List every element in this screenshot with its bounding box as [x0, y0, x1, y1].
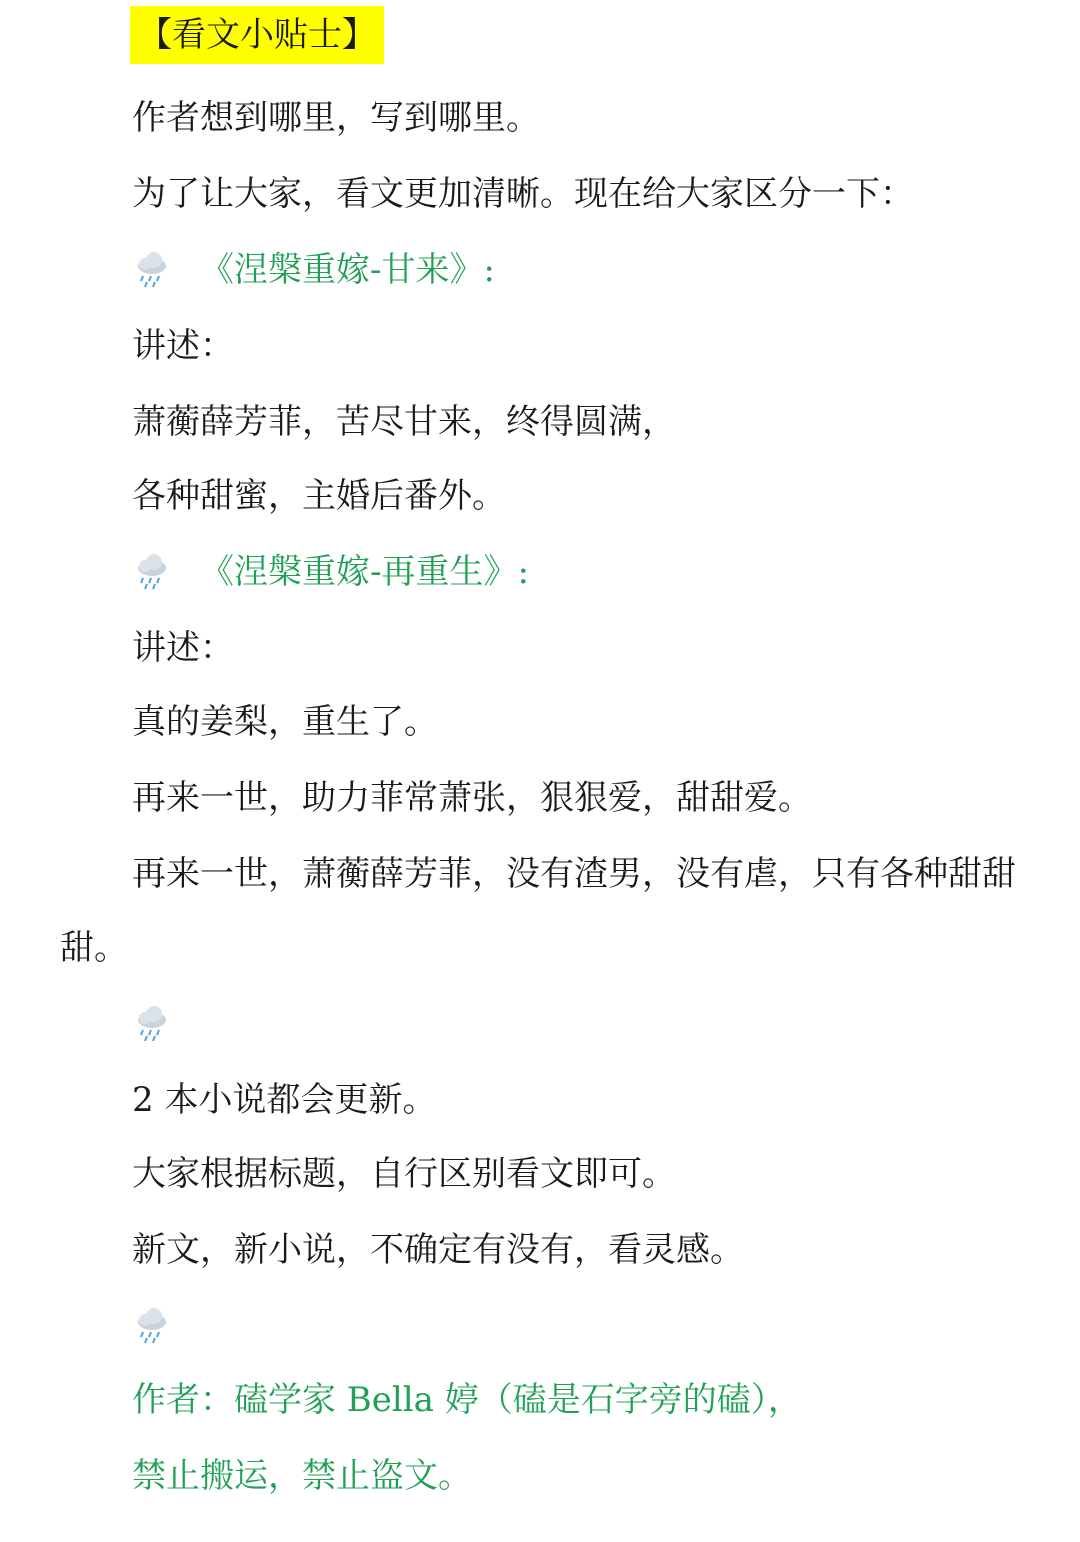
intro-line-1: 作者想到哪里，写到哪里。 — [132, 98, 540, 138]
rain-cloud-icon — [132, 552, 172, 592]
rain-cloud-icon — [132, 250, 172, 290]
section2-line-1: 真的姜梨，重生了。 — [132, 702, 438, 742]
section1-line-1: 萧蘅薛芳菲，苦尽甘来，终得圆满， — [132, 402, 676, 442]
section1-label: 讲述： — [132, 326, 234, 366]
section3-line-1: 2 本小说都会更新。 — [132, 1080, 437, 1120]
section1-title: 《涅槃重嫁-甘来》: — [200, 250, 495, 290]
section2-line-2: 再来一世，助力菲常萧张，狠狠爱，甜甜爱。 — [132, 778, 812, 818]
rain-cloud-icon — [132, 1004, 172, 1044]
section3-line-2: 大家根据标题，自行区别看文即可。 — [132, 1154, 676, 1194]
rain-cloud-icon — [132, 1306, 172, 1346]
footer-notice: 禁止搬运，禁止盗文。 — [132, 1456, 472, 1496]
footer-author: 作者：磕学家 Bella 婷（磕是石字旁的磕）， — [132, 1380, 802, 1420]
section2-label: 讲述： — [132, 628, 234, 668]
section2-title: 《涅槃重嫁-再重生》: — [200, 552, 529, 592]
section2-line-3: 再来一世，萧蘅薛芳菲，没有渣男，没有虐，只有各种甜甜 — [132, 854, 1016, 894]
intro-line-2: 为了让大家，看文更加清晰。现在给大家区分一下： — [132, 174, 914, 214]
section3-line-3: 新文，新小说，不确定有没有，看灵感。 — [132, 1230, 744, 1270]
section1-line-2: 各种甜蜜，主婚后番外。 — [132, 476, 506, 516]
tip-heading: 【看文小贴士】 — [130, 6, 384, 64]
section2-line-3-continued: 甜。 — [60, 928, 128, 968]
